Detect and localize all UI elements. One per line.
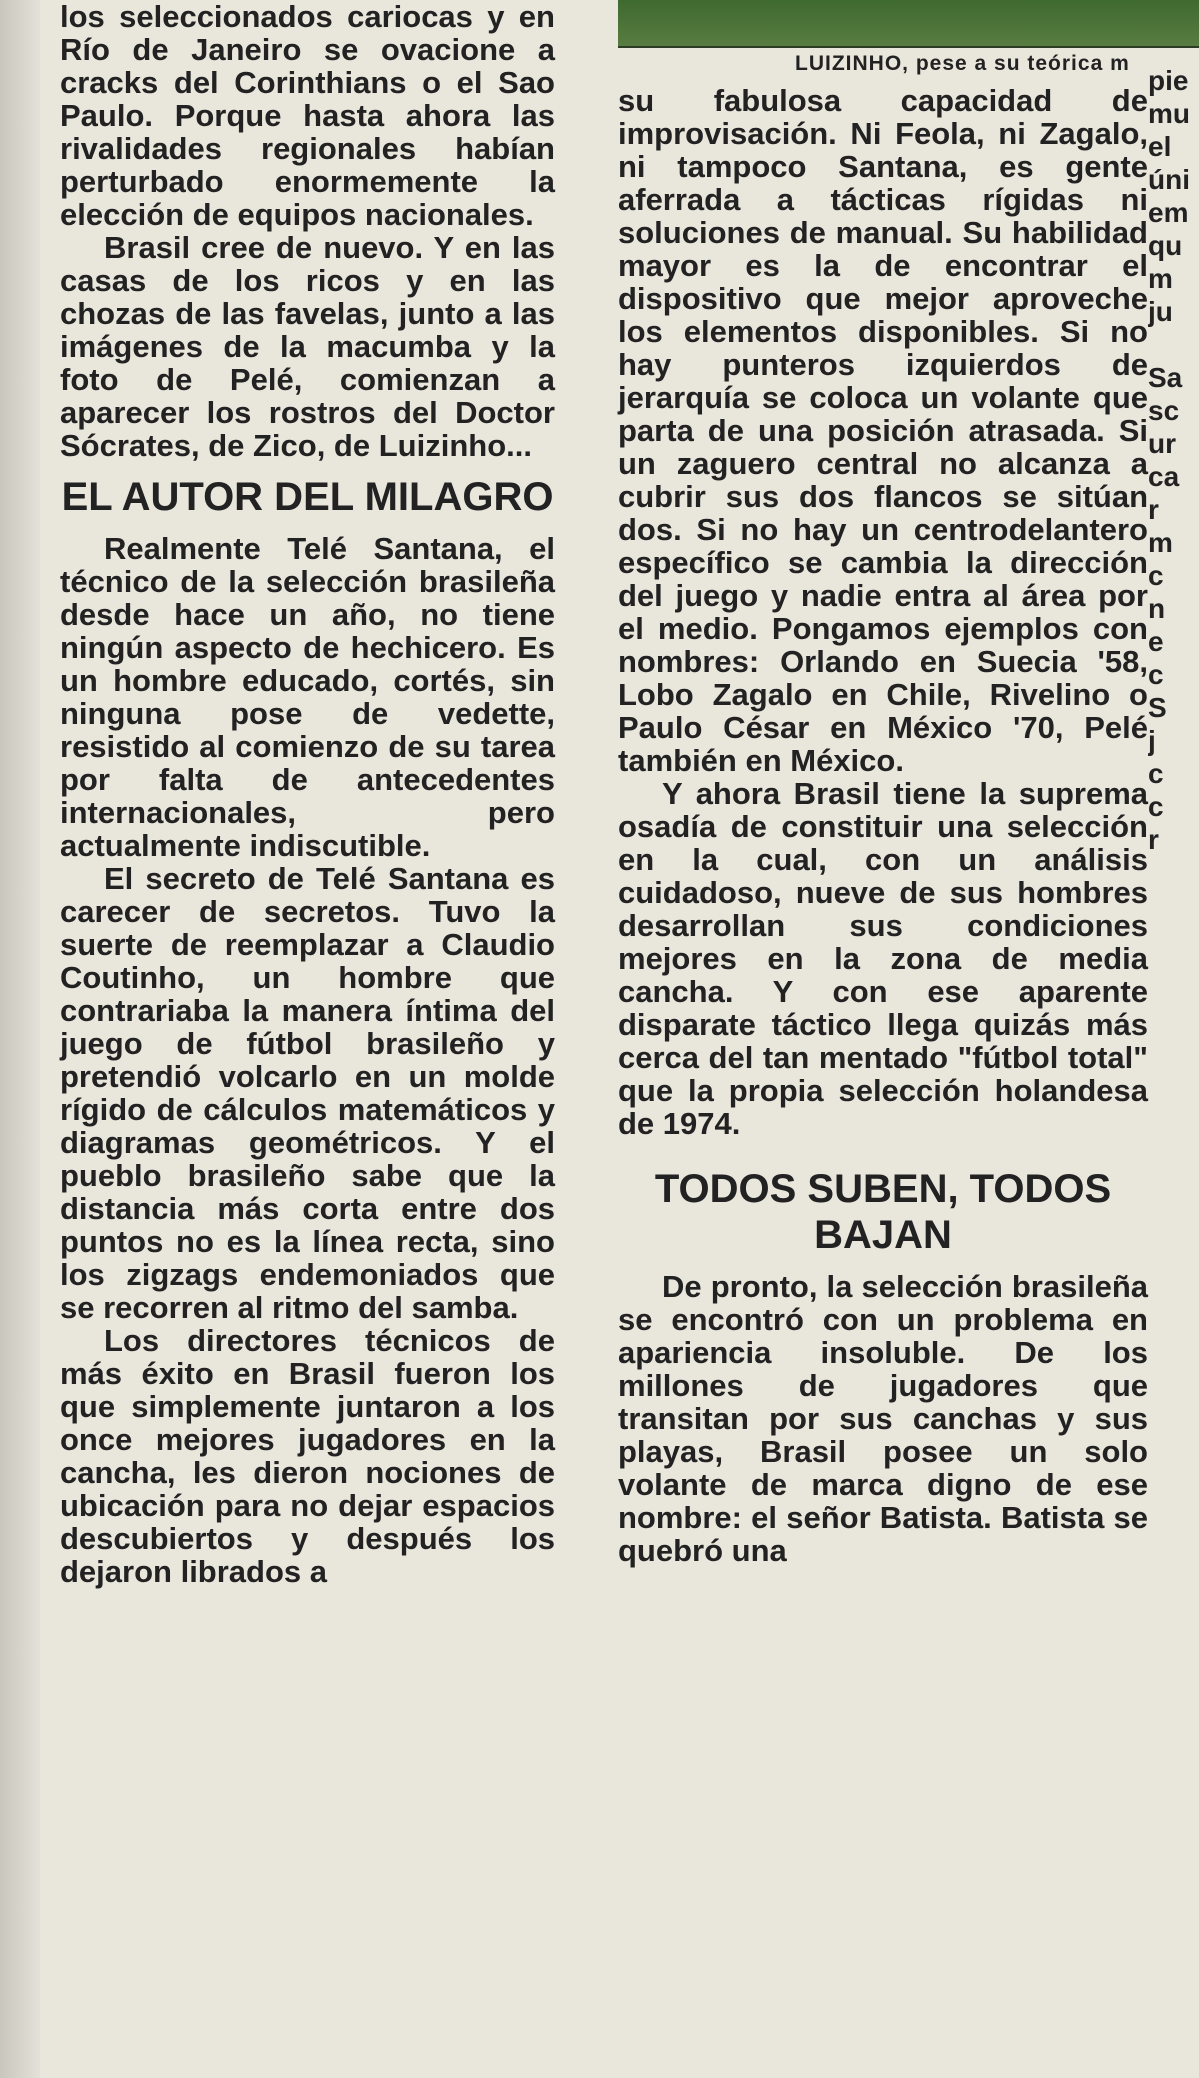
line-fragment: úni — [1148, 164, 1190, 195]
paragraph: Realmente Telé Santana, el técnico de la selección brasileña desde hace un año, no tiene ningún aspecto de hechicero. Es un hombre educado, cortés, sin ninguna pose de vedette, resistido al comienzo de su tarea por falta de antecedentes internacionales, pero actualmente indiscutible. — [60, 531, 555, 863]
line-fragment: ur — [1148, 428, 1176, 459]
line-fragment: e — [1148, 626, 1164, 657]
text-column-right-cropped — [1148, 64, 1199, 856]
line-fragment: c — [1148, 659, 1164, 690]
text-column-middle — [618, 84, 1148, 1567]
line-fragment: c — [1148, 560, 1164, 591]
paragraph: El secreto de Telé Santana es carecer de secretos. Tuvo la suerte de reemplazar a Claudio Coutinho, un hombre que contrariaba la manera íntima del juego de fútbol brasileño y pretendió volcarlo en un molde rígido de cálculos matemáticos y diagramas geométricos. Y el pueblo brasileño sabe que la distancia más corta entre dos puntos no es la línea recta, sino los zigzags endemoniados que se recorren al ritmo del samba. — [60, 861, 555, 1325]
line-fragment: pie — [1148, 65, 1189, 96]
paragraph: De pronto, la selección brasileña se encontró con un problema en apariencia insoluble. De los millones de jugadores que transitan por sus canchas y sus playas, Brasil posee un solo volante de marca digno de ese nombre: el señor Batista. Batista se quebró una — [618, 1269, 1148, 1568]
paragraph: Los directores técnicos de más éxito en Brasil fueron los que simplemente juntaron a los once mejores jugadores en la cancha, les dieron nociones de ubicación para no dejar espacios descubiertos y después los dejaron librados a — [60, 1323, 555, 1589]
paragraph: Y ahora Brasil tiene la suprema osadía de constituir una selección en la cual, con un análisis cuidadoso, nueve de sus hombres desarrollan sus condiciones mejores en la zona de media cancha. Y con ese aparente disparate táctico llega quizás más cerca del tan mentado "fútbol total" que la propia selección holandesa de 1974. — [618, 776, 1148, 1141]
line-fragment: em — [1148, 197, 1189, 228]
line-fragment: m — [1148, 263, 1173, 294]
line-fragment: m — [1148, 527, 1173, 558]
paragraph: Brasil cree de nuevo. Y en las casas de los ricos y en las chozas de las favelas, junto a las imágenes de la macumba y la foto de Pelé, comienzan a aparecer los rostros del Doctor Sócrates, de Zico, de Luizinho... — [60, 230, 555, 463]
line-fragment: el — [1148, 131, 1172, 162]
line-fragment: r — [1148, 824, 1159, 855]
line-fragment: j — [1148, 725, 1156, 756]
paragraph: su fabulosa capacidad de improvisación. Ni Feola, ni Zagalo, ni tampoco Santana, es gente aferrada a tácticas rígidas ni soluciones de manual. Su habilidad mayor es la de encontrar el dispositivo que mejor aproveche los elementos disponibles. Si no hay punteros izquierdos de jerarquía se coloca un volante que parta de una posición atrasada. Si un zaguero central no alcanza a cubrir sus dos flancos se sitúan dos. Si no hay un centrodelantero específico se cambia la dirección del juego y nadie entra al área por el medio. Pongamos ejemplos con nombres: Orlando en Suecia '58, Lobo Zagalo en Chile, Rivelino o Paulo César en México '70, Pelé también en México. — [618, 83, 1148, 778]
section-heading: TODOS SUBEN, TODOS BAJAN — [654, 1167, 1112, 1257]
line-fragment: ju — [1148, 296, 1173, 327]
line-fragment: c — [1148, 791, 1164, 822]
photo-edge — [618, 0, 1199, 48]
line-fragment: n — [1148, 593, 1166, 624]
text-column-left — [60, 0, 555, 1588]
line-fragment: r — [1148, 494, 1159, 525]
line-fragment: ca — [1148, 461, 1180, 492]
page-gutter-shadow — [0, 0, 40, 2078]
line-fragment: S — [1148, 692, 1167, 723]
section-heading: EL AUTOR DEL MILAGRO — [61, 475, 554, 519]
line-fragment: sc — [1148, 395, 1180, 426]
photo-caption: LUIZINHO, pese a su teórica m — [795, 52, 1130, 75]
paragraph: los seleccionados cariocas y en Río de Janeiro se ovacione a cracks del Corinthians o el Sao Paulo. Porque hasta ahora las rivalidades regionales habían perturbado enormemente la elección de equipos nacionales. — [60, 0, 555, 232]
line-fragment: Sa — [1148, 362, 1183, 393]
line-fragment: qu — [1148, 230, 1183, 261]
line-fragment: mu — [1148, 98, 1190, 129]
line-fragment: c — [1148, 758, 1164, 789]
line-fragment — [1148, 328, 1199, 361]
